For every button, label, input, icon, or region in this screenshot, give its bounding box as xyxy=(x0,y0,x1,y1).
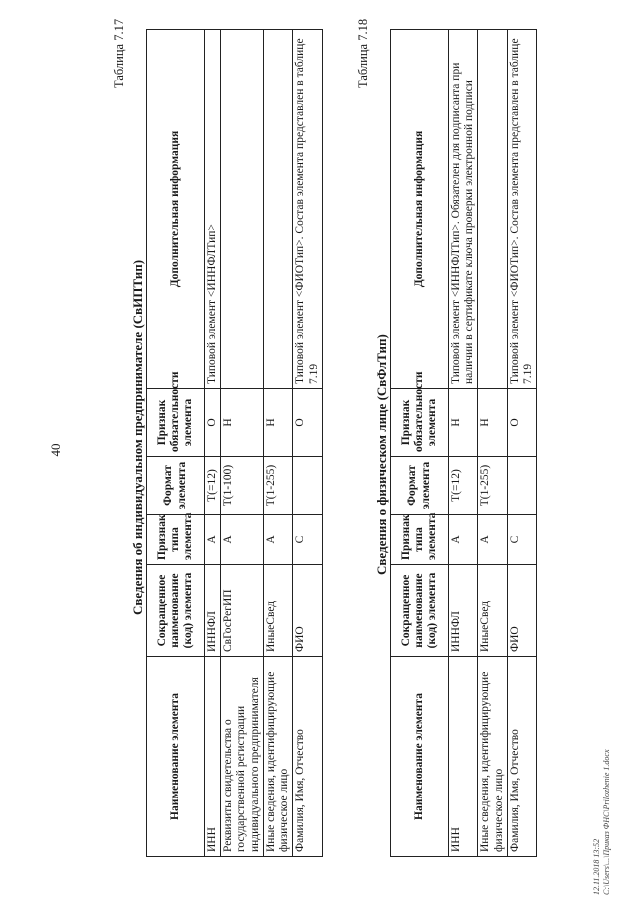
table-row xyxy=(221,30,264,857)
table-header-row xyxy=(147,30,205,857)
cell-name: Иные сведения, идентифицирующие физическое лицо xyxy=(478,657,507,857)
column-header: Дополнительная информация xyxy=(391,30,449,389)
column-header: Признак обязательности элемента xyxy=(391,389,449,457)
table-7-17 xyxy=(146,29,323,857)
cell-info: Типовой элемент <ФИОТип>. Состав элемента представлен в таблице 7.19 xyxy=(293,30,322,389)
cell-name: Фамилия, Имя, Отчество xyxy=(507,657,536,857)
cell-code: СвГосРегИП xyxy=(221,565,264,657)
cell-type: А xyxy=(263,515,292,565)
table-row xyxy=(478,30,507,857)
footer-date: 12.11.2018 13:52 xyxy=(592,838,601,895)
cell-format: T(1-255) xyxy=(263,457,292,515)
column-header: Наименование элемента xyxy=(147,657,205,857)
cell-code: ФИО xyxy=(293,565,322,657)
cell-type: А xyxy=(205,515,221,565)
column-header: Признак типа элемента xyxy=(391,515,449,565)
cell-required: Н xyxy=(221,389,264,457)
column-header: Дополнительная информация xyxy=(147,30,205,389)
table-row xyxy=(263,30,292,857)
table-title: Сведения об индивидуальном предпринимателе (СвИПТип) xyxy=(130,259,145,615)
cell-info xyxy=(221,30,264,389)
cell-required: Н xyxy=(478,389,507,457)
page-number: 40 xyxy=(48,443,63,457)
cell-format: T(1-100) xyxy=(221,457,264,515)
column-header: Признак обязательности элемента xyxy=(147,389,205,457)
cell-type: С xyxy=(507,515,536,565)
table-title: Сведения о физическом лице (СвФлТип) xyxy=(374,334,389,575)
cell-code: ФИО xyxy=(507,565,536,657)
cell-required: О xyxy=(293,389,322,457)
cell-type: С xyxy=(293,515,322,565)
cell-required: Н xyxy=(449,389,478,457)
cell-name: Фамилия, Имя, Отчество xyxy=(293,657,322,857)
table-row xyxy=(449,30,478,857)
print-footer-stamp xyxy=(592,749,611,895)
cell-type: А xyxy=(221,515,264,565)
cell-code: ИННФЛ xyxy=(449,565,478,657)
cell-format: T(1-255) xyxy=(478,457,507,515)
cell-name: Реквизиты свидетельства о государственной регистрации индивидуального предпринимателя xyxy=(221,657,264,857)
cell-code: ИныеСвед xyxy=(478,565,507,657)
table-header-row xyxy=(391,30,449,857)
column-header: Сокращенное наименование (код) элемента xyxy=(391,565,449,657)
cell-code: ИННФЛ xyxy=(205,565,221,657)
column-header: Признак типа элемента xyxy=(147,515,205,565)
cell-format xyxy=(507,457,536,515)
cell-format: T(=12) xyxy=(205,457,221,515)
table-row xyxy=(507,30,536,857)
cell-name: ИНН xyxy=(205,657,221,857)
cell-info: Типовой элемент <ФИОТип>. Состав элемента представлен в таблице 7.19 xyxy=(507,30,536,389)
cell-name: ИНН xyxy=(449,657,478,857)
footer-path: С:\Users\...\Приказ ФНС\Prilozhenie 1.docx xyxy=(601,749,611,895)
cell-required: О xyxy=(205,389,221,457)
table-7-18 xyxy=(390,29,537,857)
cell-type: А xyxy=(478,515,507,565)
cell-info xyxy=(478,30,507,389)
table-label: Таблица 7.17 xyxy=(112,18,126,88)
cell-info xyxy=(263,30,292,389)
cell-format: T(=12) xyxy=(449,457,478,515)
cell-name: Иные сведения, идентифицирующие физическое лицо xyxy=(263,657,292,857)
table-row xyxy=(293,30,322,857)
cell-code: ИныеСвед xyxy=(263,565,292,657)
cell-required: О xyxy=(507,389,536,457)
column-header: Наименование элемента xyxy=(391,657,449,857)
cell-type: А xyxy=(449,515,478,565)
column-header: Формат элемента xyxy=(147,457,205,515)
column-header: Сокращенное наименование (код) элемента xyxy=(147,565,205,657)
table-label: Таблица 7.18 xyxy=(356,18,370,88)
cell-format xyxy=(293,457,322,515)
cell-info: Типовой элемент <ИННФЛТип>. Обязателен для подписанта при наличии в сертификате ключа проверки электронной подписи xyxy=(449,30,478,389)
cell-required: Н xyxy=(263,389,292,457)
cell-info: Типовой элемент <ИННФЛТип> xyxy=(205,30,221,389)
column-header: Формат элемента xyxy=(391,457,449,515)
table-row xyxy=(205,30,221,857)
